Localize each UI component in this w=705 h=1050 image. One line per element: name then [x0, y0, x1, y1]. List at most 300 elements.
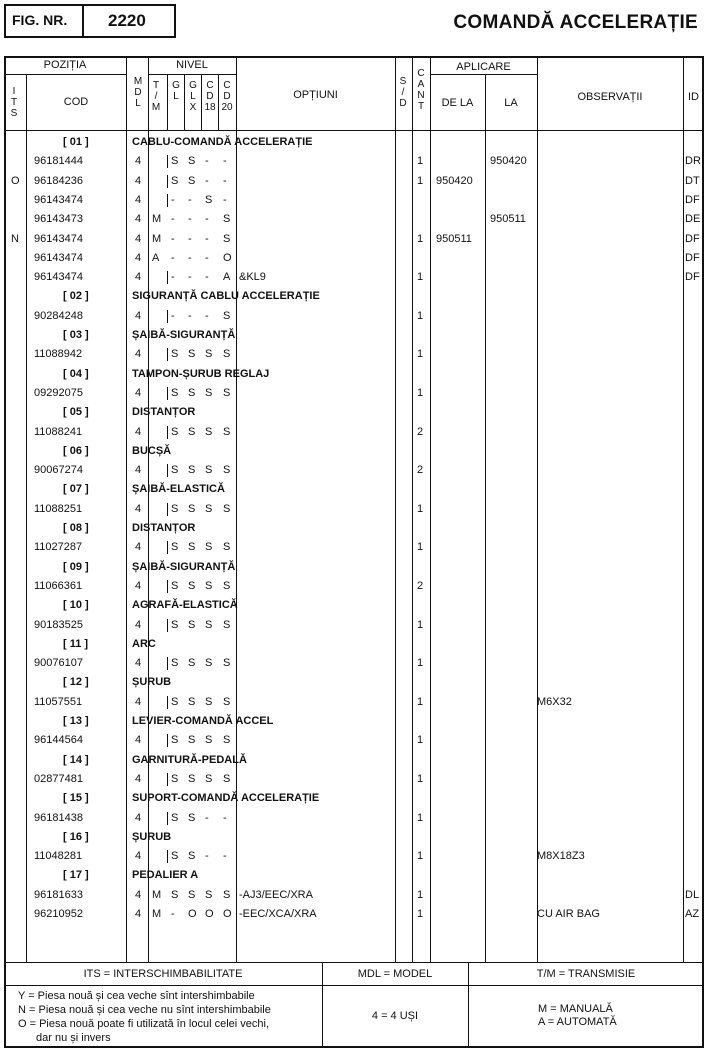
cant-value: 1: [417, 155, 424, 167]
nivel-value: S: [171, 696, 179, 708]
nivel-value: -: [205, 310, 209, 322]
section-name: GARNITURĂ-PEDALĂ: [132, 754, 247, 766]
nivel-value: S: [188, 619, 196, 631]
nivel-separator: [236, 889, 237, 902]
section-position: [ 01 ]: [63, 136, 89, 148]
observatii-value: M8X18Z3: [537, 850, 585, 862]
section-position: [ 05 ]: [63, 406, 89, 418]
nivel-value: O: [188, 908, 197, 920]
nivel-value: -: [171, 271, 175, 283]
nivel-separator: [236, 503, 237, 516]
mdl-separator: [148, 155, 149, 168]
nivel-value: -: [188, 194, 192, 206]
section-position: [ 16 ]: [63, 831, 89, 843]
header-tm: T / M: [151, 80, 161, 113]
part-code: 96184236: [34, 175, 83, 187]
nivel-value: S: [205, 580, 213, 592]
mdl-value: 4: [135, 734, 142, 746]
nivel-value: S: [223, 734, 231, 746]
cant-value: 2: [417, 580, 424, 592]
nivel-value: S: [171, 773, 179, 785]
cant-value: 2: [417, 426, 424, 438]
nivel-value: S: [223, 619, 231, 631]
nivel-value: S: [188, 348, 196, 360]
col-line: [184, 74, 185, 130]
nivel-value: S: [223, 464, 231, 476]
col-line: [412, 56, 413, 962]
tm-value: M: [152, 213, 162, 225]
tm-separator: [167, 387, 168, 400]
nivel-separator: [236, 348, 237, 361]
row-line: [148, 74, 236, 75]
part-code: 11057551: [34, 696, 83, 708]
section-name: ȘAIBĂ-SIGURANȚĂ: [132, 329, 236, 341]
section-position: [ 03 ]: [63, 329, 89, 341]
nivel-value: -: [188, 252, 192, 264]
nivel-value: -: [205, 271, 209, 283]
section-position: [ 09 ]: [63, 561, 89, 573]
tm-separator: [167, 696, 168, 709]
id-value: AZ: [685, 908, 700, 920]
tm-separator: [167, 619, 168, 632]
nivel-separator: [236, 155, 237, 168]
mdl-separator: [148, 271, 149, 284]
nivel-value: S: [171, 426, 179, 438]
mdl-value: 4: [135, 696, 142, 708]
part-code: 11088251: [34, 503, 83, 515]
its-value: O: [11, 175, 20, 187]
part-code: 96181444: [34, 155, 83, 167]
nivel-value: S: [205, 348, 213, 360]
nivel-separator: [236, 310, 237, 323]
mdl-separator: [148, 619, 149, 632]
mdl-separator: [148, 696, 149, 709]
nivel-value: S: [205, 541, 213, 553]
optiuni-value: -AJ3/EEC/XRA: [239, 889, 313, 901]
nivel-value: S: [171, 619, 179, 631]
tm-separator: [167, 541, 168, 554]
nivel-value: S: [205, 464, 213, 476]
mdl-value: 4: [135, 175, 142, 187]
tm-separator: [167, 155, 168, 168]
mdl-value: 4: [135, 233, 142, 245]
cant-value: 1: [417, 387, 424, 399]
col-line: [395, 56, 396, 962]
section-position: [ 06 ]: [63, 445, 89, 457]
nivel-separator: [236, 908, 237, 921]
cant-value: 1: [417, 619, 424, 631]
tm-value: M: [152, 908, 162, 920]
col-line: [126, 56, 127, 962]
footer-tm-a: A = AUTOMATĂ: [538, 1016, 617, 1028]
nivel-value: S: [171, 889, 179, 901]
tm-separator: [167, 348, 168, 361]
part-code: 11048281: [34, 850, 83, 862]
nivel-value: S: [223, 541, 231, 553]
mdl-separator: [148, 580, 149, 593]
mdl-value: 4: [135, 773, 142, 785]
nivel-value: S: [223, 310, 231, 322]
nivel-separator: [236, 812, 237, 825]
cant-value: 1: [417, 310, 424, 322]
section-name: SIGURANȚĂ CABLU ACCELERAȚIE: [132, 290, 320, 302]
section-name: DISTANȚOR: [132, 406, 196, 418]
mdl-value: 4: [135, 812, 142, 824]
cant-value: 1: [417, 734, 424, 746]
mdl-value: 4: [135, 213, 142, 225]
nivel-value: S: [223, 889, 231, 901]
nivel-value: S: [171, 850, 179, 862]
part-code: 90067274: [34, 464, 83, 476]
cant-value: 1: [417, 271, 424, 283]
nivel-separator: [236, 657, 237, 670]
nivel-value: S: [171, 348, 179, 360]
part-code: 90284248: [34, 310, 83, 322]
mdl-value: 4: [135, 310, 142, 322]
mdl-separator: [148, 773, 149, 786]
nivel-separator: [236, 194, 237, 207]
tm-separator: [167, 464, 168, 477]
cant-value: 1: [417, 657, 424, 669]
section-position: [ 13 ]: [63, 715, 89, 727]
mdl-value: 4: [135, 850, 142, 862]
section-name: ȘURUB: [132, 831, 172, 843]
nivel-value: S: [205, 194, 213, 206]
nivel-value: S: [205, 773, 213, 785]
section-position: [ 15 ]: [63, 792, 89, 804]
mdl-separator: [148, 657, 149, 670]
part-code: 96143474: [34, 233, 83, 245]
part-code: 11088942: [34, 348, 83, 360]
mdl-value: 4: [135, 889, 142, 901]
section-name: LEVIER-COMANDĂ ACCEL: [132, 715, 274, 727]
nivel-value: S: [171, 464, 179, 476]
section-position: [ 11 ]: [63, 638, 89, 650]
part-code: 09292075: [34, 387, 83, 399]
header-observatii: OBSERVAȚII: [577, 91, 643, 103]
nivel-separator: [236, 850, 237, 863]
id-value: DE: [685, 213, 701, 225]
header-cd18: C D 18: [204, 80, 216, 113]
nivel-value: S: [171, 503, 179, 515]
footer-mid-line: [4, 985, 704, 986]
nivel-value: S: [205, 889, 213, 901]
nivel-separator: [236, 233, 237, 246]
nivel-value: S: [171, 580, 179, 592]
nivel-value: S: [223, 773, 231, 785]
part-code: 96181633: [34, 889, 83, 901]
tm-separator: [167, 310, 168, 323]
col-line: [26, 74, 27, 962]
footer-its-y: Y = Piesa nouă și cea veche sînt intershimbabile: [18, 990, 255, 1002]
cant-value: 1: [417, 773, 424, 785]
nivel-separator: [236, 773, 237, 786]
mdl-separator: [148, 194, 149, 207]
nivel-separator: [236, 696, 237, 709]
mdl-separator: [148, 812, 149, 825]
mdl-separator: [148, 464, 149, 477]
nivel-separator: [236, 541, 237, 554]
nivel-value: -: [171, 310, 175, 322]
footer-mdl-val: 4 = 4 UȘI: [371, 1010, 419, 1022]
section-position: [ 10 ]: [63, 599, 89, 611]
id-value: DF: [685, 252, 700, 264]
header-bottom-line: [4, 130, 704, 131]
tm-separator: [167, 175, 168, 188]
cant-value: 1: [417, 503, 424, 515]
cant-value: 1: [417, 908, 424, 920]
part-code: 96143474: [34, 194, 83, 206]
section-position: [ 07 ]: [63, 483, 89, 495]
mdl-value: 4: [135, 619, 142, 631]
nivel-value: -: [223, 155, 227, 167]
nivel-value: S: [223, 387, 231, 399]
cant-value: 1: [417, 175, 424, 187]
mdl-separator: [148, 734, 149, 747]
footer-its-o1: O = Piesa nouă poate fi utilizată în locul celei vechi,: [18, 1018, 270, 1030]
nivel-value: -: [171, 252, 175, 264]
mdl-value: 4: [135, 194, 142, 206]
nivel-value: -: [205, 213, 209, 225]
nivel-value: S: [188, 426, 196, 438]
mdl-value: 4: [135, 541, 142, 553]
header-cd20: C D 20: [221, 80, 233, 113]
part-code: 96143474: [34, 252, 83, 264]
footer-its-o2: dar nu și invers: [36, 1032, 111, 1044]
nivel-value: S: [223, 213, 231, 225]
nivel-value: S: [188, 541, 196, 553]
cant-value: 1: [417, 889, 424, 901]
nivel-value: S: [188, 464, 196, 476]
cant-value: 1: [417, 850, 424, 862]
id-value: DF: [685, 271, 700, 283]
section-name: PEDALIER A: [132, 869, 199, 881]
nivel-separator: [236, 619, 237, 632]
nivel-separator: [236, 175, 237, 188]
mdl-separator: [148, 426, 149, 439]
mdl-separator: [148, 348, 149, 361]
mdl-separator: [148, 175, 149, 188]
tm-separator: [167, 773, 168, 786]
optiuni-value: &KL9: [239, 271, 266, 283]
header-nivel: NIVEL: [176, 59, 208, 71]
nivel-value: -: [171, 233, 175, 245]
mdl-value: 4: [135, 387, 142, 399]
nivel-value: S: [171, 812, 179, 824]
col-line: [430, 56, 431, 962]
section-name: TAMPON-ȘURUB REGLAJ: [132, 368, 270, 380]
mdl-value: 4: [135, 908, 142, 920]
part-code: 96143474: [34, 271, 83, 283]
cant-value: 2: [417, 464, 424, 476]
nivel-value: S: [188, 657, 196, 669]
nivel-value: -: [205, 850, 209, 862]
nivel-value: S: [188, 850, 196, 862]
nivel-value: -: [205, 175, 209, 187]
nivel-value: S: [188, 155, 196, 167]
mdl-separator: [148, 889, 149, 902]
parts-table-frame: [4, 56, 704, 1048]
nivel-value: S: [223, 580, 231, 592]
nivel-separator: [236, 580, 237, 593]
nivel-value: S: [171, 387, 179, 399]
figure-number: 2220: [108, 11, 146, 30]
tm-value: A: [152, 252, 160, 264]
section-position: [ 14 ]: [63, 754, 89, 766]
nivel-value: S: [188, 734, 196, 746]
footer-mdl-def: MDL = MODEL: [357, 968, 433, 980]
tm-separator: [167, 426, 168, 439]
mdl-separator: [148, 252, 149, 265]
nivel-value: S: [223, 657, 231, 669]
dela-value: 950420: [436, 175, 473, 187]
tm-separator: [167, 271, 168, 284]
tm-value: M: [152, 889, 162, 901]
part-code: 96210952: [34, 908, 83, 920]
nivel-value: -: [223, 812, 227, 824]
nivel-value: S: [205, 696, 213, 708]
nivel-separator: [236, 387, 237, 400]
nivel-value: O: [223, 908, 232, 920]
col-line: [485, 74, 486, 962]
nivel-value: S: [188, 387, 196, 399]
mdl-separator: [148, 233, 149, 246]
cant-value: 1: [417, 541, 424, 553]
section-position: [ 17 ]: [63, 869, 89, 881]
footer-its-n: N = Piesa nouă și cea veche nu sînt intershimbabile: [18, 1004, 271, 1016]
nivel-value: S: [171, 155, 179, 167]
nivel-value: S: [188, 503, 196, 515]
observatii-value: M6X32: [537, 696, 572, 708]
nivel-value: -: [223, 175, 227, 187]
tm-separator: [167, 194, 168, 207]
nivel-value: S: [205, 657, 213, 669]
nivel-value: -: [188, 233, 192, 245]
footer-its-def: ITS = INTERSCHIMBABILITATE: [83, 968, 243, 980]
header-gl: G L: [172, 80, 180, 102]
tm-separator: [167, 580, 168, 593]
nivel-separator: [236, 464, 237, 477]
part-code: 11066361: [34, 580, 83, 592]
section-name: ȘAIBĂ-SIGURANȚĂ: [132, 561, 236, 573]
header-glx: G L X: [189, 80, 197, 113]
section-name: AGRAFĂ-ELASTICĂ: [132, 599, 238, 611]
nivel-value: S: [223, 348, 231, 360]
tm-separator: [167, 850, 168, 863]
header-sd: S / D: [399, 76, 407, 109]
mdl-value: 4: [135, 657, 142, 669]
its-value: N: [11, 233, 19, 245]
tm-separator: [167, 812, 168, 825]
part-code: 11027287: [34, 541, 83, 553]
mdl-value: 4: [135, 580, 142, 592]
header-its: I T S: [10, 86, 18, 119]
mdl-value: 4: [135, 155, 142, 167]
tm-separator: [167, 734, 168, 747]
nivel-value: S: [205, 426, 213, 438]
col-line: [537, 56, 538, 962]
nivel-separator: [236, 426, 237, 439]
nivel-value: S: [205, 734, 213, 746]
cant-value: 1: [417, 696, 424, 708]
mdl-separator: [148, 213, 149, 226]
section-name: DISTANȚOR: [132, 522, 196, 534]
page-title: COMANDĂ ACCELERAȚIE: [453, 12, 698, 33]
nivel-value: S: [223, 426, 231, 438]
observatii-value: CU AIR BAG: [537, 908, 600, 920]
header-aplicare: APLICARE: [456, 61, 511, 73]
tm-separator: [167, 657, 168, 670]
nivel-value: -: [205, 155, 209, 167]
cant-value: 1: [417, 233, 424, 245]
nivel-value: S: [188, 696, 196, 708]
nivel-separator: [236, 252, 237, 265]
nivel-separator: [236, 271, 237, 284]
mdl-value: 4: [135, 426, 142, 438]
id-value: DR: [685, 155, 701, 167]
nivel-separator: [236, 213, 237, 226]
section-name: ARC: [132, 638, 156, 650]
header-dela: DE LA: [441, 97, 474, 109]
nivel-value: S: [171, 175, 179, 187]
nivel-value: -: [205, 812, 209, 824]
nivel-value: O: [205, 908, 214, 920]
nivel-value: S: [188, 812, 196, 824]
nivel-value: -: [171, 908, 175, 920]
nivel-value: -: [223, 850, 227, 862]
header-cant: C A N T: [417, 68, 425, 112]
section-name: SUPORT-COMANDĂ ACCELERAȚIE: [132, 792, 320, 804]
mdl-separator: [148, 850, 149, 863]
part-code: 96143473: [34, 213, 83, 225]
section-position: [ 12 ]: [63, 676, 89, 688]
part-code: 90183525: [34, 619, 83, 631]
nivel-separator: [236, 734, 237, 747]
mdl-value: 4: [135, 271, 142, 283]
section-position: [ 08 ]: [63, 522, 89, 534]
nivel-value: -: [205, 252, 209, 264]
nivel-value: S: [223, 696, 231, 708]
figure-label: FIG. NR.: [12, 12, 68, 28]
mdl-value: 4: [135, 464, 142, 476]
nivel-value: S: [171, 541, 179, 553]
header-pozitia: POZIȚIA: [43, 59, 87, 71]
nivel-value: S: [188, 580, 196, 592]
col-line: [683, 56, 684, 962]
nivel-value: -: [188, 310, 192, 322]
nivel-value: A: [223, 271, 231, 283]
section-name: ȘURUB: [132, 676, 172, 688]
nivel-value: S: [205, 619, 213, 631]
la-value: 950511: [490, 213, 526, 225]
nivel-value: S: [171, 734, 179, 746]
mdl-separator: [148, 541, 149, 554]
row-line: [4, 74, 126, 75]
col-line: [167, 74, 168, 130]
row-line: [430, 74, 537, 75]
tm-value: M: [152, 233, 162, 245]
dela-value: 950511: [436, 233, 472, 245]
header-mdl: M D L: [133, 76, 143, 109]
nivel-value: O: [223, 252, 232, 264]
id-value: DF: [685, 194, 700, 206]
mdl-value: 4: [135, 252, 142, 264]
section-name: CABLU-COMANDĂ ACCELERAȚIE: [132, 136, 313, 148]
header-cod: COD: [63, 96, 89, 108]
nivel-value: -: [223, 194, 227, 206]
footer-top-line: [4, 962, 704, 963]
mdl-value: 4: [135, 503, 142, 515]
